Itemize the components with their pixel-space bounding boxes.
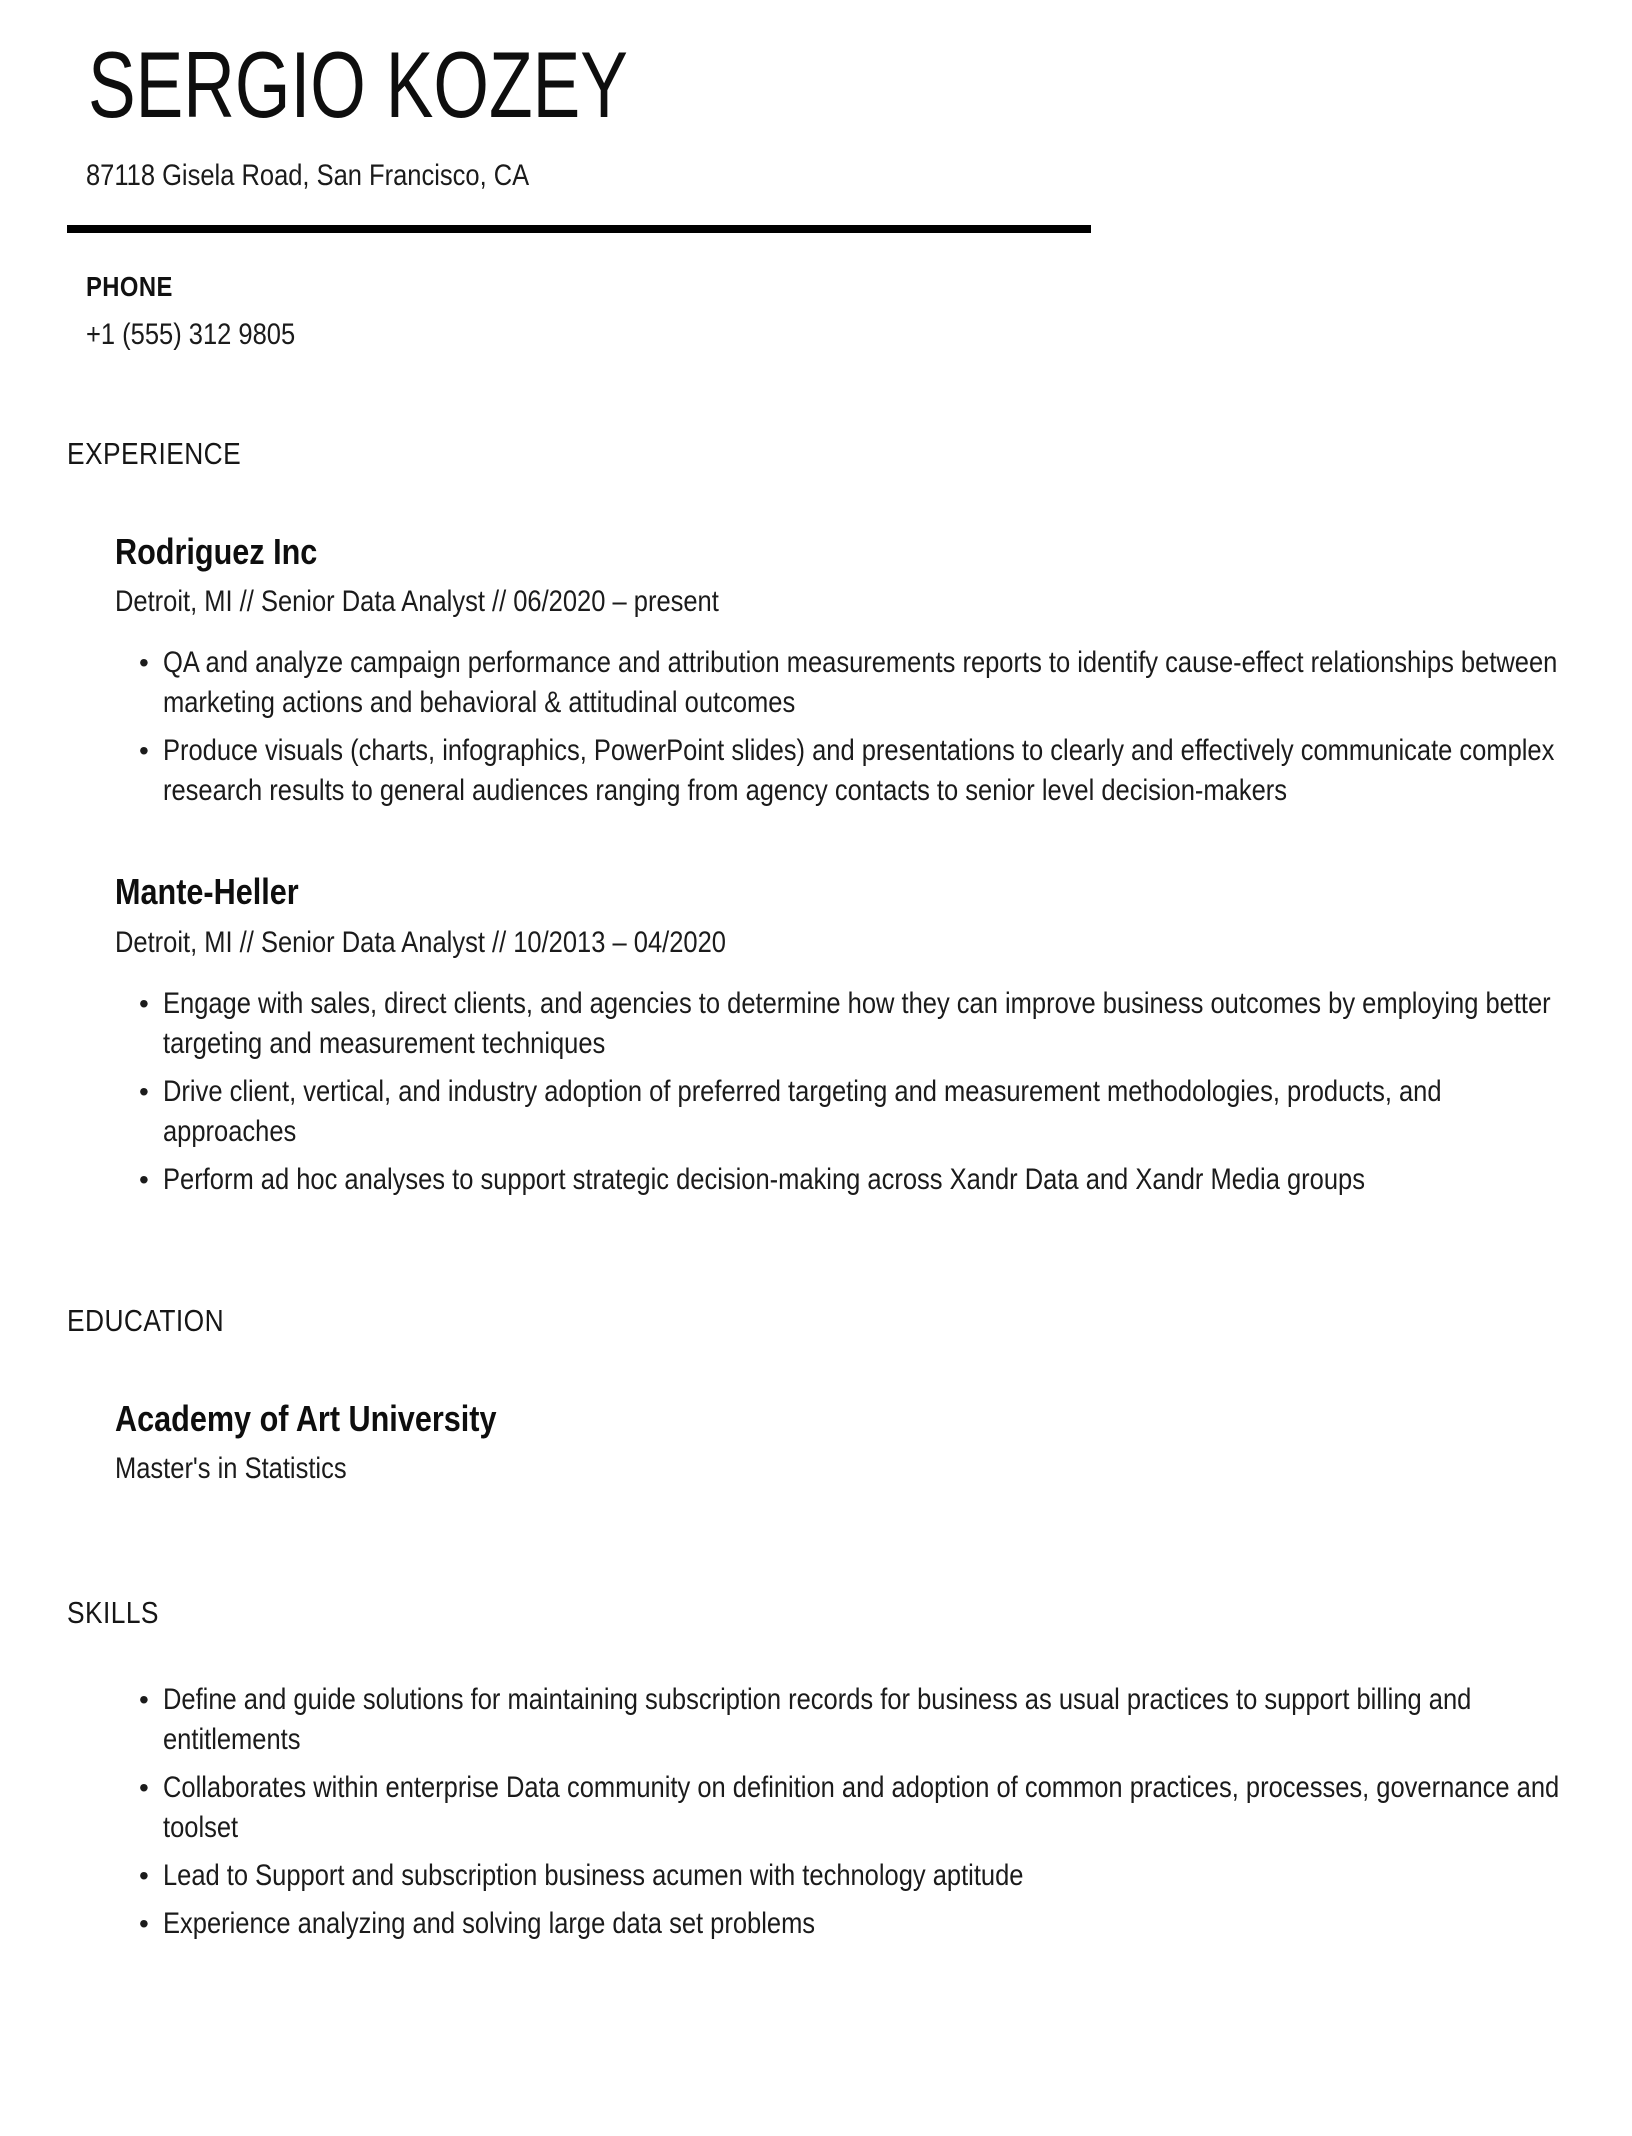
- bullet-text: • Produce visuals (charts, infographics, PowerPoint slides) and presentations to clearly and effectively communicate complex research results to general audiences ranging from agency contacts to senior level decision-makers: [163, 734, 1555, 808]
- education-section-label: EDUCATION: [67, 1302, 225, 1338]
- contact-block: [86, 272, 1565, 351]
- job-bullet-list: [115, 643, 1565, 811]
- phone-label: PHONE: [86, 271, 173, 302]
- job-entry: [115, 871, 1565, 1199]
- resume-page: [0, 32, 1632, 2136]
- skills-section: [67, 1596, 1565, 1944]
- job-bullet-list: [115, 984, 1565, 1200]
- education-school-name: Academy of Art University: [115, 1397, 497, 1439]
- job-entry: [115, 531, 1565, 811]
- bullet-text: • Lead to Support and subscription business acumen with technology aptitude: [163, 1859, 1024, 1893]
- bullet-text: • Define and guide solutions for maintaining subscription records for business as usual practices to support billing and entitlements: [163, 1683, 1472, 1757]
- experience-section: [67, 437, 1565, 1200]
- bullet-text: • Perform ad hoc analyses to support strategic decision-making across Xandr Data and Xandr Media groups: [163, 1162, 1365, 1196]
- bullet-item: [115, 1768, 1565, 1848]
- experience-section-label: EXPERIENCE: [67, 435, 242, 471]
- header-divider-rule: [67, 225, 1091, 233]
- bullet-item: [115, 1680, 1565, 1760]
- job-company-name: Rodriguez Inc: [115, 530, 318, 572]
- bullet-item: [115, 1904, 1565, 1944]
- bullet-item: [115, 731, 1565, 811]
- bullet-text: • Engage with sales, direct clients, and agencies to determine how they can improve business outcomes by employing better targeting and measurement techniques: [163, 986, 1551, 1060]
- bullet-text: • Collaborates within enterprise Data community on definition and adoption of common practices, processes, governance and toolset: [163, 1771, 1560, 1845]
- resume-address: 87118 Gisela Road, San Francisco, CA: [86, 159, 530, 192]
- phone-value: +1 (555) 312 9805: [86, 317, 296, 351]
- bullet-text: • Experience analyzing and solving large data set problems: [163, 1907, 816, 1941]
- bullet-item: [115, 643, 1565, 723]
- skills-bullet-list: [115, 1680, 1565, 1944]
- bullet-text: • Drive client, vertical, and industry adoption of preferred targeting and measurement methodologies, products, and approaches: [163, 1074, 1442, 1148]
- job-meta-line: Detroit, MI // Senior Data Analyst // 10/2013 – 04/2020: [115, 925, 726, 959]
- skills-section-label: SKILLS: [67, 1595, 159, 1631]
- bullet-item: [115, 984, 1565, 1064]
- education-section: [67, 1304, 1565, 1488]
- bullet-item: [115, 1160, 1565, 1200]
- resume-name: SERGIO KOZEY: [88, 32, 628, 137]
- education-degree: Master's in Statistics: [115, 1452, 347, 1486]
- education-entry: [115, 1398, 1565, 1488]
- job-meta-line: Detroit, MI // Senior Data Analyst // 06/2020 – present: [115, 585, 719, 619]
- bullet-text: • QA and analyze campaign performance and attribution measurements reports to identify cause-effect relationships between marketing actions and behavioral & attitudinal outcomes: [163, 646, 1558, 720]
- job-company-name: Mante-Heller: [115, 871, 299, 913]
- bullet-item: [115, 1856, 1565, 1896]
- bullet-item: [115, 1072, 1565, 1152]
